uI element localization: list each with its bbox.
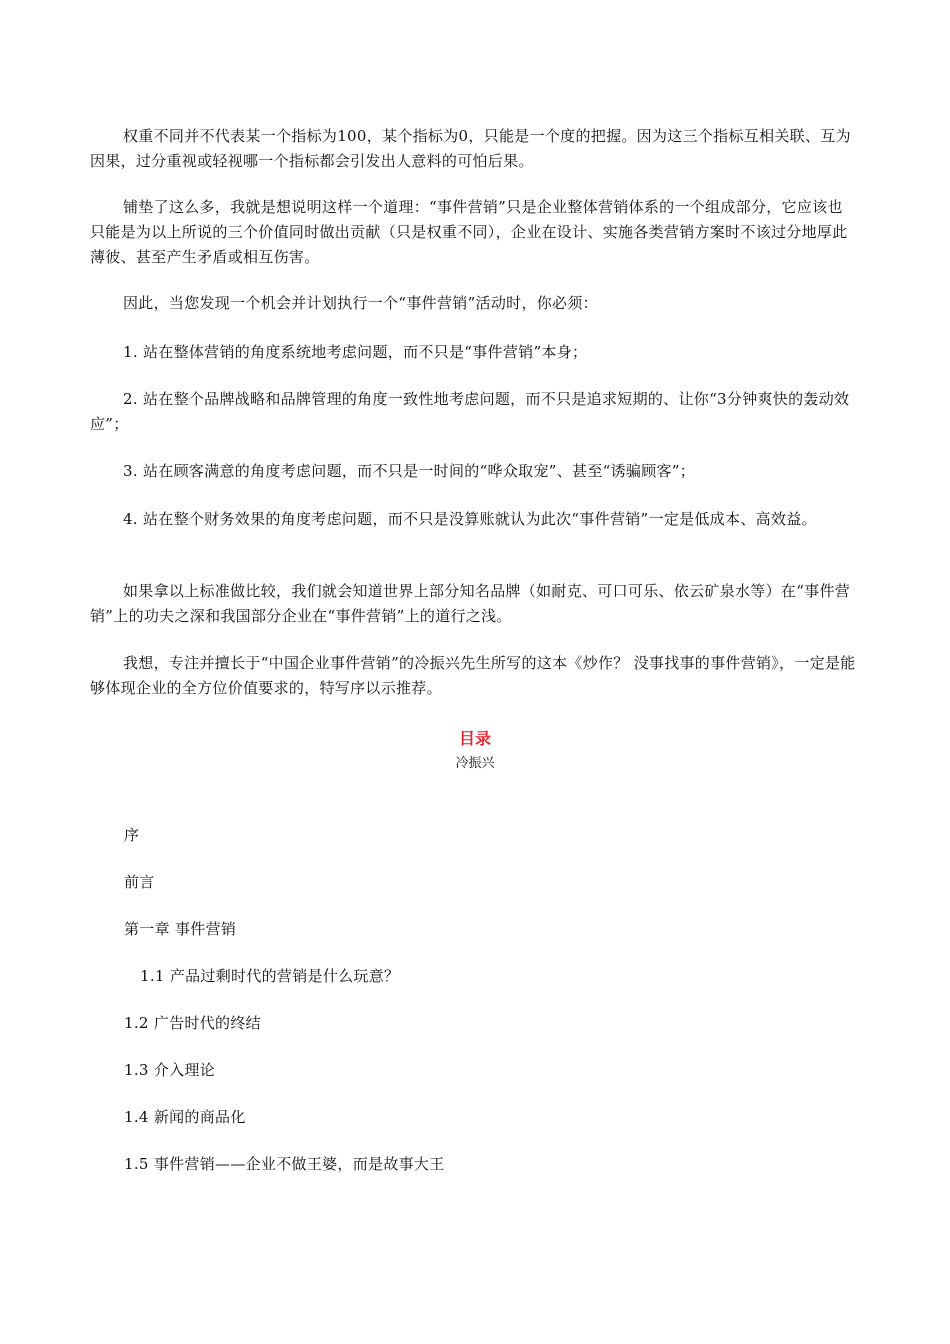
toc-item-preface[interactable]: 序 bbox=[124, 826, 140, 844]
paragraph-brand-comparison: 如果拿以上标准做比较，我们就会知道世界上部分知名品牌（如耐克、可口可乐、依云矿泉水等）在“事件营销”上的功夫之深和我国部分企业在“事件营销”上的道行之浅。 bbox=[90, 582, 851, 625]
paragraph-requirement-2: 2. 站在整个品牌战略和品牌管理的角度一致性地考虑问题，而不只是追求短期的、让你“3分钟爽快的轰动效应”； bbox=[90, 390, 850, 433]
toc-item-foreword[interactable]: 前言 bbox=[124, 873, 155, 891]
toc-title: 目录 bbox=[458, 729, 491, 748]
paragraph-requirements-intro: 因此，当您发现一个机会并计划执行一个“事件营销”活动时，你必须： bbox=[123, 294, 598, 312]
paragraph-requirement-1: 1. 站在整体营销的角度系统地考虑问题，而不只是“事件营销”本身； bbox=[123, 343, 588, 361]
paragraph-requirement-4: 4. 站在整个财务效果的角度考虑问题，而不只是没算账就认为此次“事件营销”一定是低成本、高效益。 bbox=[123, 510, 817, 528]
toc-item-section-1-3[interactable]: 1.3 介入理论 bbox=[124, 1061, 216, 1079]
paragraph-weight-note: 权重不同并不代表某一个指标为100，某个指标为0，只能是一个度的把握。因为这三个指标互相关联、互为因果，过分重视或轻视哪一个指标都会引发出人意料的可怕后果。 bbox=[90, 127, 851, 170]
toc-item-chapter-1[interactable]: 第一章 事件营销 bbox=[124, 920, 237, 938]
toc-item-section-1-2[interactable]: 1.2 广告时代的终结 bbox=[124, 1014, 261, 1032]
toc-author: 冷振兴 bbox=[455, 756, 495, 771]
paragraph-event-marketing-principle: 铺垫了这么多，我就是想说明这样一个道理：“事件营销”只是企业整体营销体系的一个组成部分，它应该也只能是为以上所说的三个价值同时做出贡献（只是权重不同），企业在设计、实施各类营销方案时不该过分地厚此薄彼、甚至产生矛盾或相互伤害。 bbox=[90, 198, 848, 266]
toc-item-section-1-4[interactable]: 1.4 新闻的商品化 bbox=[124, 1108, 246, 1126]
paragraph-requirement-3: 3. 站在顾客满意的角度考虑问题，而不只是一时间的“哗众取宠”、甚至“诱骗顾客”； bbox=[123, 462, 696, 480]
toc-item-section-1-5[interactable]: 1.5 事件营销——企业不做王婆，而是故事大王 bbox=[124, 1155, 445, 1173]
toc-item-section-1-1[interactable]: 1.1 产品过剩时代的营销是什么玩意？ bbox=[140, 967, 400, 985]
paragraph-recommendation: 我想，专注并擅长于“中国企业事件营销”的冷振兴先生所写的这本《炒作？ 没事找事的事件营销》，一定是能够体现企业的全方位价值要求的，特写序以示推荐。 bbox=[90, 654, 856, 697]
